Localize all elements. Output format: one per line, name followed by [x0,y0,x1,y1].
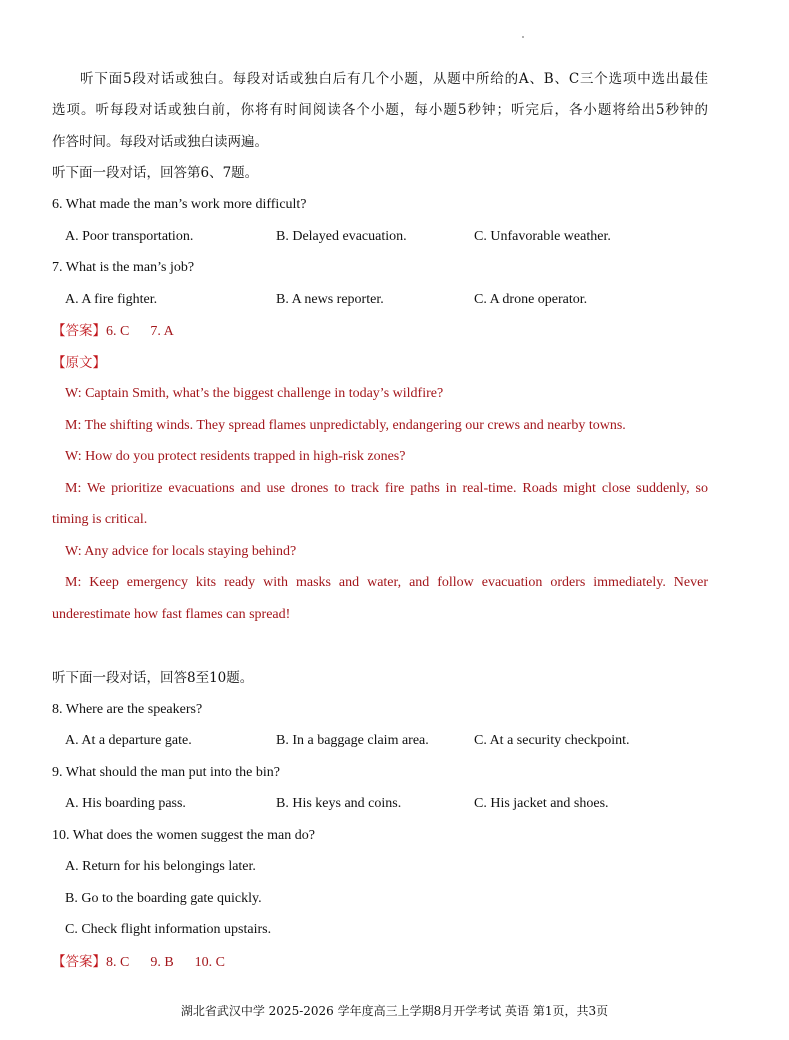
answer-values: 8. C 9. B 10. C [106,955,226,970]
scan-dot [522,36,524,38]
q8-option-a: A. At a departure gate. [65,733,192,748]
answer-label: 【答案】 [52,323,106,339]
q7-option-b: B. A news reporter. [276,292,384,307]
q6-option-a: A. Poor transportation. [65,229,194,244]
q8-option-c: C. At a security checkpoint. [474,733,630,748]
section-header-2: 听下面一段对话，回答8至10题。 [52,670,254,686]
section-header-1: 听下面一段对话，回答第6、7题。 [52,165,259,181]
transcript-line: W: How do you protect residents trapped in high-risk zones? [65,449,406,464]
transcript-label: 【原文】 [52,355,106,371]
q10-option-b: B. Go to the boarding gate quickly. [65,891,262,906]
question-6: 6. What made the man’s work more difficult? [52,197,307,212]
transcript-line: W: Any advice for locals staying behind? [65,544,297,559]
transcript-line: underestimate how fast flames can spread! [52,607,291,622]
instructions-line-3: 作答时间。每段对话或独白读两遍。 [52,134,268,150]
instructions-line-1: 听下面5段对话或独白。每段对话或独白后有几个小题，从题中所给的A、B、C三个选项中选出最佳 [80,71,708,87]
question-10: 10. What does the women suggest the man do? [52,828,315,843]
answer-values: 6. C 7. A [106,324,174,339]
q7-option-a: A. A fire fighter. [65,292,158,307]
answer-block-2 [52,953,225,972]
question-8: 8. Where are the speakers? [52,702,203,717]
transcript-block [52,354,106,373]
transcript-line: W: Captain Smith, what’s the biggest challenge in today’s wildfire? [65,386,444,401]
question-7: 7. What is the man’s job? [52,260,195,275]
q8-option-b: B. In a baggage claim area. [276,733,429,748]
page-footer: 湖北省武汉中学 2025-2026 学年度高三上学期8月开学考试 英语 第1页，共3页 [180,1004,609,1018]
q10-option-c: C. Check flight information upstairs. [65,922,272,937]
transcript-line: M: The shifting winds. They spread flames unpredictably, endangering our crews and nearby towns. [65,418,626,433]
q7-option-c: C. A drone operator. [474,292,588,307]
question-9: 9. What should the man put into the bin? [52,765,280,780]
answer-label: 【答案】 [52,954,106,970]
transcript-line: M: Keep emergency kits ready with masks and water, and follow evacuation orders immediately. Never [65,575,708,590]
q10-option-a: A. Return for his belongings later. [65,859,256,874]
answer-block-1 [52,322,174,341]
q6-option-b: B. Delayed evacuation. [276,229,407,244]
q9-option-a: A. His boarding pass. [65,796,186,811]
q6-option-c: C. Unfavorable weather. [474,229,611,244]
instructions-line-2: 选项。听每段对话或独白前，你将有时间阅读各个小题，每小题5秒钟；听完后，各小题将给出5秒钟的 [52,102,708,118]
transcript-line: M: We prioritize evacuations and use drones to track fire paths in real-time. Roads might close suddenly, so [65,481,708,496]
q9-option-b: B. His keys and coins. [276,796,402,811]
q9-option-c: C. His jacket and shoes. [474,796,609,811]
transcript-line: timing is critical. [52,512,148,527]
